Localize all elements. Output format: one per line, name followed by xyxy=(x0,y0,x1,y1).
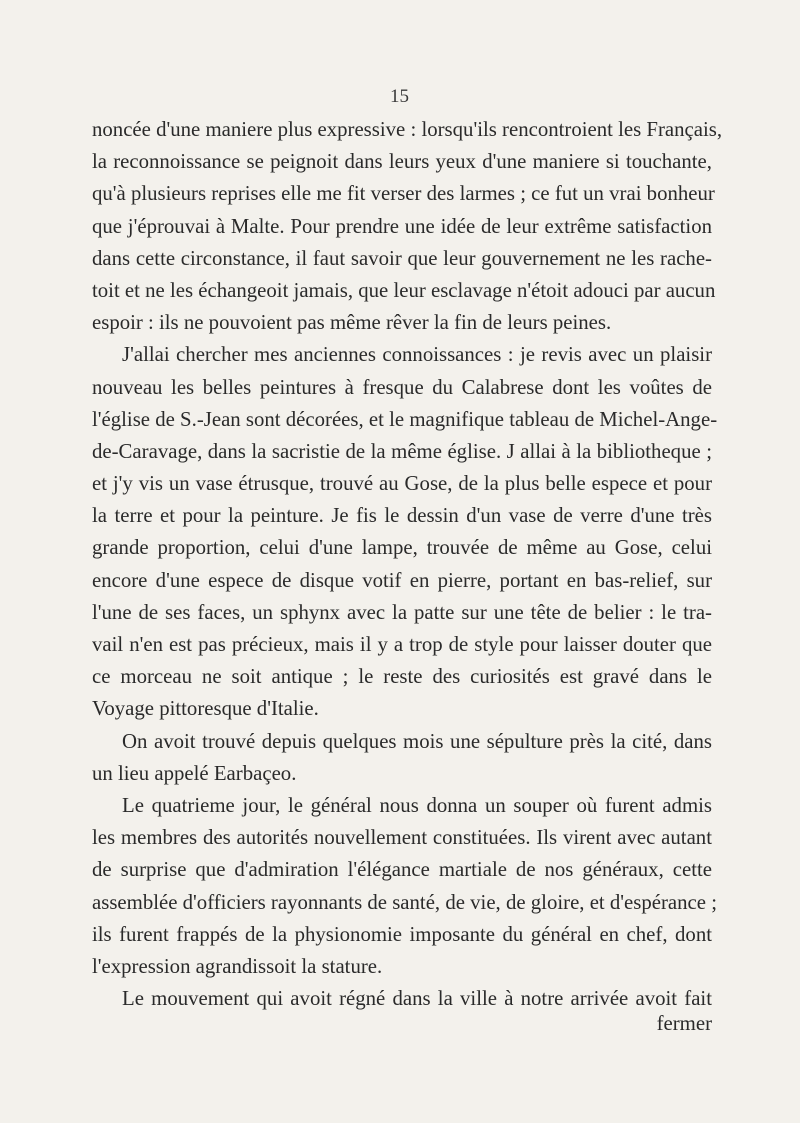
text-line: les membres des autorités nouvellement constituées. Ils virent avec autant xyxy=(92,826,712,850)
text-line: vail n'en est pas précieux, mais il y a trop de style pour laisser douter que xyxy=(92,633,712,656)
text-line: de surprise que d'admiration l'élégance martiale de nos généraux, cette xyxy=(92,858,712,882)
body-text xyxy=(92,114,723,1015)
text-line: grande proportion, celui d'une lampe, trouvée de même au Gose, celui xyxy=(92,536,712,560)
page-number: 15 xyxy=(390,86,409,107)
text-line: espoir : ils ne pouvoient pas même rêver la fin de leurs peines. xyxy=(92,311,612,335)
text-line: la reconnoissance se peignoit dans leurs yeux d'une maniere si touchante, xyxy=(92,150,712,174)
text-line: Le mouvement qui avoit régné dans la ville à notre arrivée avoit fait xyxy=(122,987,712,1011)
text-line: noncée d'une maniere plus expressive : lorsqu'ils rencontroient les Français, xyxy=(92,118,723,141)
text-line: On avoit trouvé depuis quelques mois une sépulture près la cité, dans xyxy=(122,729,712,753)
text-line: la terre et pour la peinture. Je fis le dessin d'un vase de verre d'une très xyxy=(92,504,712,528)
text-line: J'allai chercher mes anciennes connoissances : je revis avec un plaisir xyxy=(122,343,712,367)
text-line: et j'y vis un vase étrusque, trouvé au Gose, de la plus belle espece et pour xyxy=(92,472,712,496)
text-line: dans cette circonstance, il faut savoir que leur gouvernement ne les rache- xyxy=(92,246,712,270)
text-line: assemblée d'officiers rayonnants de santé, de vie, de gloire, et d'espérance ; xyxy=(92,890,717,914)
text-line: de-Caravage, dans la sacristie de la même église. J allai à la bibliotheque ; xyxy=(92,439,712,463)
text-line: l'église de S.-Jean sont décorées, et le magnifique tableau de Michel-Ange- xyxy=(92,407,718,431)
text-line: encore d'une espece de disque votif en pierre, portant en bas-relief, sur xyxy=(92,568,712,592)
text-line: ils furent frappés de la physionomie imposante du général en chef, dont xyxy=(92,922,712,946)
text-line: l'expression agrandissoit la stature. xyxy=(92,954,383,978)
text-line: que j'éprouvai à Malte. Pour prendre une idée de leur extrême satisfaction xyxy=(92,214,712,238)
text-line: Le quatrieme jour, le général nous donna un souper où furent admis xyxy=(122,793,712,817)
catchword: fermer xyxy=(656,1012,712,1035)
text-line: nouveau les belles peintures à fresque du Calabrese dont les voûtes de xyxy=(92,375,712,399)
text-line: l'une de ses faces, un sphynx avec la patte sur une tête de belier : le tra- xyxy=(92,600,712,624)
text-line: toit et ne les échangeoit jamais, que leur esclavage n'étoit adouci par aucun xyxy=(92,278,716,302)
text-line: Voyage pittoresque d'Italie. xyxy=(92,697,319,721)
text-line: qu'à plusieurs reprises elle me fit verser des larmes ; ce fut un vrai bonheur xyxy=(92,182,715,206)
text-line: ce morceau ne soit antique ; le reste des curiosités est gravé dans le xyxy=(92,665,712,689)
text-line: un lieu appelé Earbaçeo. xyxy=(92,761,297,785)
